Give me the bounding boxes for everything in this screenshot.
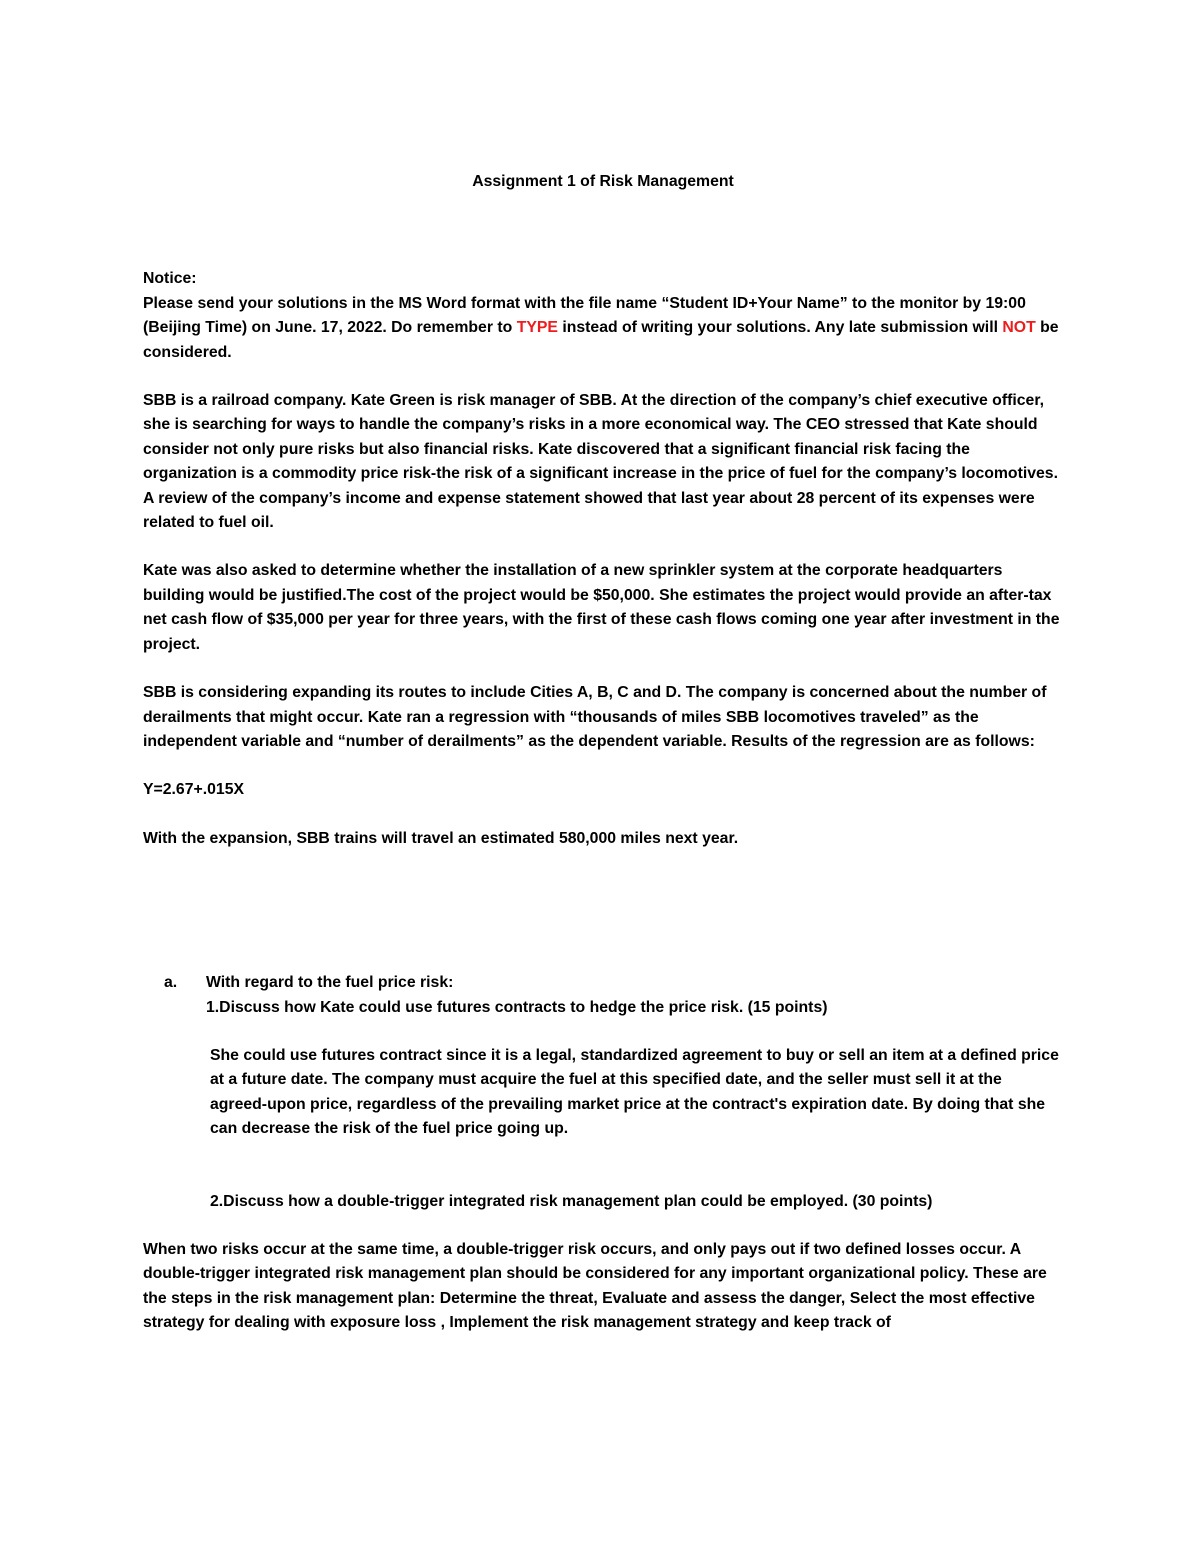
regression-equation: Y=2.67+.015X (143, 781, 245, 799)
question-a1: 1.Discuss how Kate could use futures contracts to hedge the price risk. (15 points) (206, 998, 828, 1016)
notice-text-part-3: be considered. (143, 319, 1059, 361)
question-a-heading: With regard to the fuel price risk: (206, 974, 454, 992)
question-a2: 2.Discuss how a double-trigger integrated risk management plan could be employed. (30 points) (210, 1192, 933, 1210)
page-title: Assignment 1 of Risk Management (472, 173, 734, 190)
paragraph-company-intro: SBB is a railroad company. Kate Green is risk manager of SBB. At the direction of the company’s chief executive officer, she is searching for ways to handle the company’s risks in a more economical way. The CEO stressed that Kate should consider not only pure risks but also financial risks. Kate discovered that a significant financial risk facing the organization is a commodity price risk-the risk of a significant increase in the price of fuel for the company’s locomotives. A review of the company’s income and expense statement showed that last year about 28 percent of its expenses were related to fuel oil. (143, 392, 1058, 532)
list-marker-a: a. (164, 974, 178, 992)
paragraph-sprinkler-project: Kate was also asked to determine whether the installation of a new sprinkler system at the corporate headquarters building would be justified.The cost of the project would be $50,000. She estimates the project would provide an after-tax net cash flow of $35,000 per year for three years, with the first of these cash flows coming one year after investment in the project. (143, 562, 1060, 653)
paragraph-regression: SBB is considering expanding its routes to include Cities A, B, C and D. The company is concerned about the number of derailments that might occur. Kate ran a regression with “thousands of miles SBB locomotives traveled” as the independent variable and “number of derailments” as the dependent variable. Results of the regression are as follows: (143, 684, 1047, 750)
notice-text-part-2: instead of writing your solutions. Any late submission will (557, 319, 1003, 337)
answer-a2: When two risks occur at the same time, a double-trigger risk occurs, and only pays out if two defined losses occur. A double-trigger integrated risk management plan should be considered for any important organizational policy. These are the steps in the risk management plan: Determine the threat, Evaluate and assess the danger, Select the most effective strategy for dealing with exposure loss , Implement the risk management strategy and keep track of (143, 1240, 1047, 1332)
document-body (143, 170, 1063, 1336)
notice-text-part-1: Please send your solutions in the MS Word format with the file name “Student ID+Your Name” to the monitor by 19:00 (Beijing Time) on June. 17, 2022. Do remember to (143, 294, 1026, 337)
question-a (143, 971, 1063, 1214)
not-emphasis: NOT (1002, 319, 1036, 337)
paragraph-expansion: With the expansion, SBB trains will travel an estimated 580,000 miles next year. (143, 829, 739, 847)
notice-heading: Notice: (143, 270, 197, 288)
answer-a1: She could use futures contract since it is a legal, standardized agreement to buy or sell an item at a defined price at a future date. The company must acquire the fuel at this specified date, and the seller must sell it at the agreed-upon price, regardless of the prevailing market price at the contract's expiration date. By doing that she can decrease the risk of the fuel price going up. (210, 1046, 1059, 1138)
notice-text (143, 292, 1063, 365)
type-emphasis: TYPE (516, 319, 558, 337)
